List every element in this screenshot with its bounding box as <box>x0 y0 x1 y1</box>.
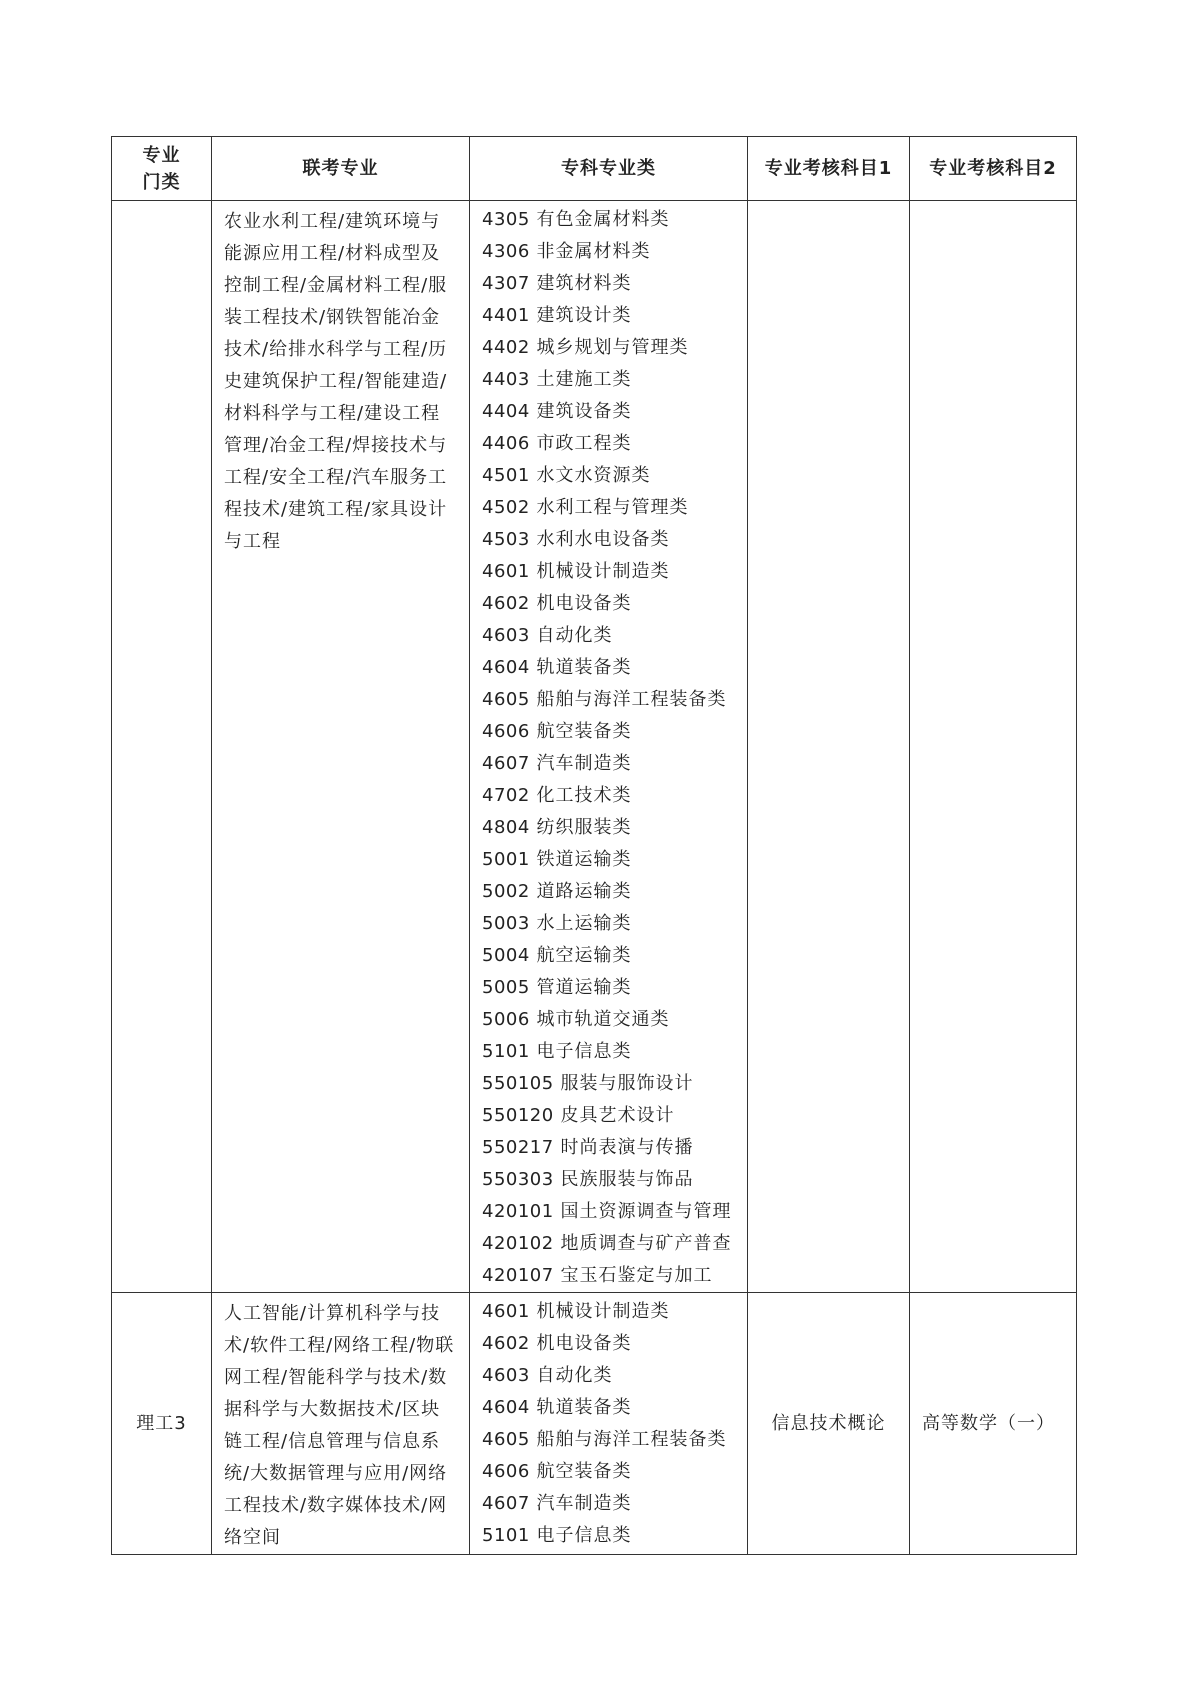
class-name: 电子信息类 <box>536 1041 632 1062</box>
class-name: 水上运输类 <box>536 913 632 934</box>
class-code: 4604 <box>482 1397 530 1418</box>
class-code: 4503 <box>482 529 530 550</box>
subject-1-cell <box>748 201 910 1293</box>
majors-cell <box>212 201 470 1293</box>
class-name: 自动化类 <box>536 625 613 646</box>
header-majors: 联考专业 <box>212 137 470 201</box>
class-name: 道路运输类 <box>536 881 632 902</box>
class-name: 城乡规划与管理类 <box>536 337 689 358</box>
category-cell: 理工3 <box>112 1293 212 1555</box>
list-item <box>482 204 747 236</box>
class-name: 时尚表演与传播 <box>560 1137 694 1158</box>
class-code: 4502 <box>482 497 530 518</box>
subject-2-cell: 高等数学（一） <box>910 1293 1077 1555</box>
specialty-class-list <box>470 201 747 1292</box>
list-item <box>482 396 747 428</box>
list-item <box>482 1100 747 1132</box>
list-item <box>482 492 747 524</box>
class-name: 轨道装备类 <box>536 657 632 678</box>
class-name: 管道运输类 <box>536 977 632 998</box>
list-item <box>482 556 747 588</box>
class-code: 5005 <box>482 977 530 998</box>
list-item <box>482 876 747 908</box>
list-item <box>482 1520 747 1552</box>
class-name: 建筑材料类 <box>536 273 632 294</box>
list-item <box>482 236 747 268</box>
list-item <box>482 364 747 396</box>
class-code: 4601 <box>482 1301 530 1322</box>
table-header-row <box>112 137 1077 201</box>
majors-cell <box>212 1293 470 1555</box>
class-name: 民族服装与饰品 <box>560 1169 694 1190</box>
class-code: 550217 <box>482 1137 554 1158</box>
list-item <box>482 1004 747 1036</box>
list-item <box>482 1488 747 1520</box>
header-category-text: 专业 门类 <box>142 144 181 193</box>
specialty-class-list <box>470 1293 747 1552</box>
list-item <box>482 1036 747 1068</box>
list-item <box>482 588 747 620</box>
list-item <box>482 1456 747 1488</box>
class-name: 市政工程类 <box>536 433 632 454</box>
class-code: 4404 <box>482 401 530 422</box>
class-code: 4501 <box>482 465 530 486</box>
class-name: 航空运输类 <box>536 945 632 966</box>
list-item <box>482 1228 747 1260</box>
class-code: 4306 <box>482 241 530 262</box>
list-item <box>482 1424 747 1456</box>
class-name: 航空装备类 <box>536 721 632 742</box>
list-item <box>482 1132 747 1164</box>
class-code: 4606 <box>482 1461 530 1482</box>
header-specialty-class: 专科专业类 <box>470 137 748 201</box>
header-category <box>112 137 212 201</box>
class-code: 4604 <box>482 657 530 678</box>
class-code: 4402 <box>482 337 530 358</box>
class-code: 4606 <box>482 721 530 742</box>
list-item <box>482 1068 747 1100</box>
class-name: 建筑设备类 <box>536 401 632 422</box>
majors-text: 农业水利工程/建筑环境与能源应用工程/材料成型及控制工程/金属材料工程/服装工程技术/钢铁智能冶金技术/给排水科学与工程/历史建筑保护工程/智能建造/材料科学与工程/建设工程管理/冶金工程/焊接技术与工程/安全工程/汽车服务工程技术/建筑工程/家具设计与工程 <box>224 211 448 552</box>
class-code: 420101 <box>482 1201 554 1222</box>
list-item <box>482 1328 747 1360</box>
class-code: 4804 <box>482 817 530 838</box>
class-code: 420102 <box>482 1233 554 1254</box>
class-name: 航空装备类 <box>536 1461 632 1482</box>
header-subject-1: 专业考核科目1 <box>748 137 910 201</box>
class-code: 4607 <box>482 753 530 774</box>
class-name: 有色金属材料类 <box>536 209 670 230</box>
class-name: 化工技术类 <box>536 785 632 806</box>
header-subject-2: 专业考核科目2 <box>910 137 1077 201</box>
list-item <box>482 1164 747 1196</box>
class-code: 550105 <box>482 1073 554 1094</box>
class-code: 4605 <box>482 689 530 710</box>
class-name: 汽车制造类 <box>536 1493 632 1514</box>
class-name: 汽车制造类 <box>536 753 632 774</box>
class-code: 4602 <box>482 593 530 614</box>
class-code: 4403 <box>482 369 530 390</box>
class-name: 水利工程与管理类 <box>536 497 689 518</box>
class-code: 4702 <box>482 785 530 806</box>
list-item <box>482 780 747 812</box>
class-name: 土建施工类 <box>536 369 632 390</box>
class-code: 4401 <box>482 305 530 326</box>
list-item <box>482 1260 747 1292</box>
class-code: 5101 <box>482 1525 530 1546</box>
class-name: 自动化类 <box>536 1365 613 1386</box>
class-name: 机械设计制造类 <box>536 561 670 582</box>
class-name: 非金属材料类 <box>536 241 651 262</box>
list-item <box>482 908 747 940</box>
class-code: 420107 <box>482 1265 554 1286</box>
class-name: 宝玉石鉴定与加工 <box>560 1265 713 1286</box>
class-code: 4605 <box>482 1429 530 1450</box>
table-row <box>112 201 1077 1293</box>
specialty-class-cell <box>470 201 748 1293</box>
class-code: 5101 <box>482 1041 530 1062</box>
class-name: 机械设计制造类 <box>536 1301 670 1322</box>
class-name: 水利水电设备类 <box>536 529 670 550</box>
list-item <box>482 1296 747 1328</box>
list-item <box>482 300 747 332</box>
class-code: 550303 <box>482 1169 554 1190</box>
list-item <box>482 1392 747 1424</box>
class-code: 5003 <box>482 913 530 934</box>
class-name: 机电设备类 <box>536 1333 632 1354</box>
class-name: 机电设备类 <box>536 593 632 614</box>
class-name: 电子信息类 <box>536 1525 632 1546</box>
class-name: 服装与服饰设计 <box>560 1073 694 1094</box>
class-code: 4305 <box>482 209 530 230</box>
list-item <box>482 940 747 972</box>
list-item <box>482 716 747 748</box>
class-name: 城市轨道交通类 <box>536 1009 670 1030</box>
class-name: 轨道装备类 <box>536 1397 632 1418</box>
class-code: 4602 <box>482 1333 530 1354</box>
class-code: 4406 <box>482 433 530 454</box>
class-code: 5002 <box>482 881 530 902</box>
class-name: 船舶与海洋工程装备类 <box>536 1429 727 1450</box>
list-item <box>482 268 747 300</box>
class-code: 4307 <box>482 273 530 294</box>
exam-subject-table <box>111 136 1077 1555</box>
specialty-class-cell <box>470 1293 748 1555</box>
class-code: 5004 <box>482 945 530 966</box>
list-item <box>482 332 747 364</box>
list-item <box>482 524 747 556</box>
subject-2-cell <box>910 201 1077 1293</box>
class-code: 4601 <box>482 561 530 582</box>
list-item <box>482 748 747 780</box>
class-name: 纺织服装类 <box>536 817 632 838</box>
category-cell <box>112 201 212 1293</box>
list-item <box>482 812 747 844</box>
class-name: 建筑设计类 <box>536 305 632 326</box>
list-item <box>482 652 747 684</box>
list-item <box>482 972 747 1004</box>
class-code: 4603 <box>482 625 530 646</box>
subject-1-cell: 信息技术概论 <box>748 1293 910 1555</box>
list-item <box>482 684 747 716</box>
class-code: 4603 <box>482 1365 530 1386</box>
list-item <box>482 620 747 652</box>
majors-text: 人工智能/计算机科学与技术/软件工程/网络工程/物联网工程/智能科学与技术/数据科学与大数据技术/区块链工程/信息管理与信息系统/大数据管理与应用/网络工程技术/数字媒体技术/网络空间 <box>224 1303 455 1548</box>
class-name: 铁道运输类 <box>536 849 632 870</box>
list-item <box>482 844 747 876</box>
list-item <box>482 460 747 492</box>
class-name: 水文水资源类 <box>536 465 651 486</box>
list-item <box>482 1360 747 1392</box>
class-code: 550120 <box>482 1105 554 1126</box>
list-item <box>482 428 747 460</box>
class-name: 船舶与海洋工程装备类 <box>536 689 727 710</box>
class-code: 5006 <box>482 1009 530 1030</box>
class-name: 国土资源调查与管理 <box>560 1201 732 1222</box>
list-item <box>482 1196 747 1228</box>
class-code: 4607 <box>482 1493 530 1514</box>
class-code: 5001 <box>482 849 530 870</box>
class-name: 皮具艺术设计 <box>560 1105 675 1126</box>
class-name: 地质调查与矿产普查 <box>560 1233 732 1254</box>
table-row <box>112 1293 1077 1555</box>
